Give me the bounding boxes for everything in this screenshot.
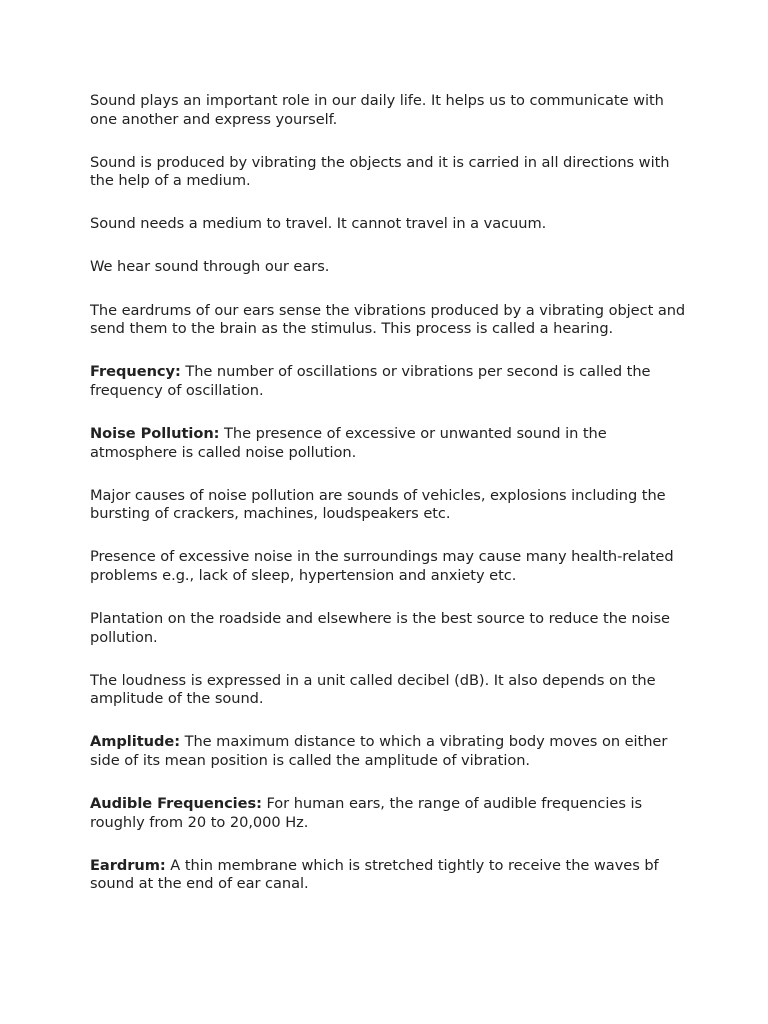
paragraph-text: Presence of excessive noise in the surroundings may cause many health-related problems e.g., lack of sleep, hypertension and anxiety etc.: [90, 548, 674, 584]
paragraph-term: Noise Pollution:: [90, 424, 220, 442]
paragraph-text: The maximum distance to which a vibrating body moves on either side of its mean position is called the amplitude of vibration.: [90, 733, 668, 769]
paragraph-plantation: [90, 610, 690, 647]
paragraph-eardrum: [90, 857, 690, 894]
paragraph-text: Sound needs a medium to travel. It cannot travel in a vacuum.: [90, 215, 547, 233]
paragraph-text: A thin membrane which is stretched tightly to receive the waves bf sound at the end of ear canal.: [90, 856, 659, 893]
paragraph-noise-pollution: [90, 425, 690, 462]
paragraph-eardrums: [90, 302, 690, 339]
paragraph-text: For human ears, the range of audible frequencies is roughly from 20 to 20,000 Hz.: [90, 795, 643, 831]
paragraph-text: The loudness is expressed in a unit called decibel (dB). It also depends on the amplitude of the sound.: [90, 671, 656, 708]
paragraph-health-problems: [90, 548, 690, 585]
paragraph-text: Plantation on the roadside and elsewhere is the best source to reduce the noise pollution.: [90, 610, 670, 646]
paragraph-loudness: [90, 672, 690, 709]
paragraph-text: Sound plays an important role in our daily life. It helps us to communicate with one another and express yourself.: [90, 92, 664, 128]
paragraph-frequency: [90, 363, 690, 400]
document-page: [90, 92, 690, 918]
paragraph-medium: [90, 215, 690, 234]
paragraph-term: Amplitude:: [90, 733, 180, 751]
paragraph-text: We hear sound through our ears.: [90, 258, 330, 276]
paragraph-noise-causes: [90, 487, 690, 524]
paragraph-sound-role: [90, 92, 690, 129]
paragraph-hearing-ears: [90, 258, 690, 277]
paragraph-text: Major causes of noise pollution are sounds of vehicles, explosions including the bursting of crackers, machines, loudspeakers etc.: [90, 486, 666, 523]
paragraph-text: The number of oscillations or vibrations per second is called the frequency of oscillation.: [90, 363, 651, 399]
paragraph-text: The presence of excessive or unwanted sound in the atmosphere is called noise pollution.: [90, 424, 607, 461]
paragraph-amplitude: [90, 733, 690, 770]
paragraph-sound-production: [90, 154, 690, 191]
paragraph-text: Sound is produced by vibrating the objects and it is carried in all directions with the help of a medium.: [90, 153, 670, 190]
paragraph-term: Frequency:: [90, 363, 181, 381]
paragraph-text: The eardrums of our ears sense the vibrations produced by a vibrating object and send them to the brain as the stimulus. This process is called a hearing.: [90, 301, 686, 338]
paragraph-audible-frequencies: [90, 795, 690, 832]
paragraph-term: Audible Frequencies:: [90, 795, 262, 813]
paragraph-term: Eardrum:: [90, 856, 166, 874]
